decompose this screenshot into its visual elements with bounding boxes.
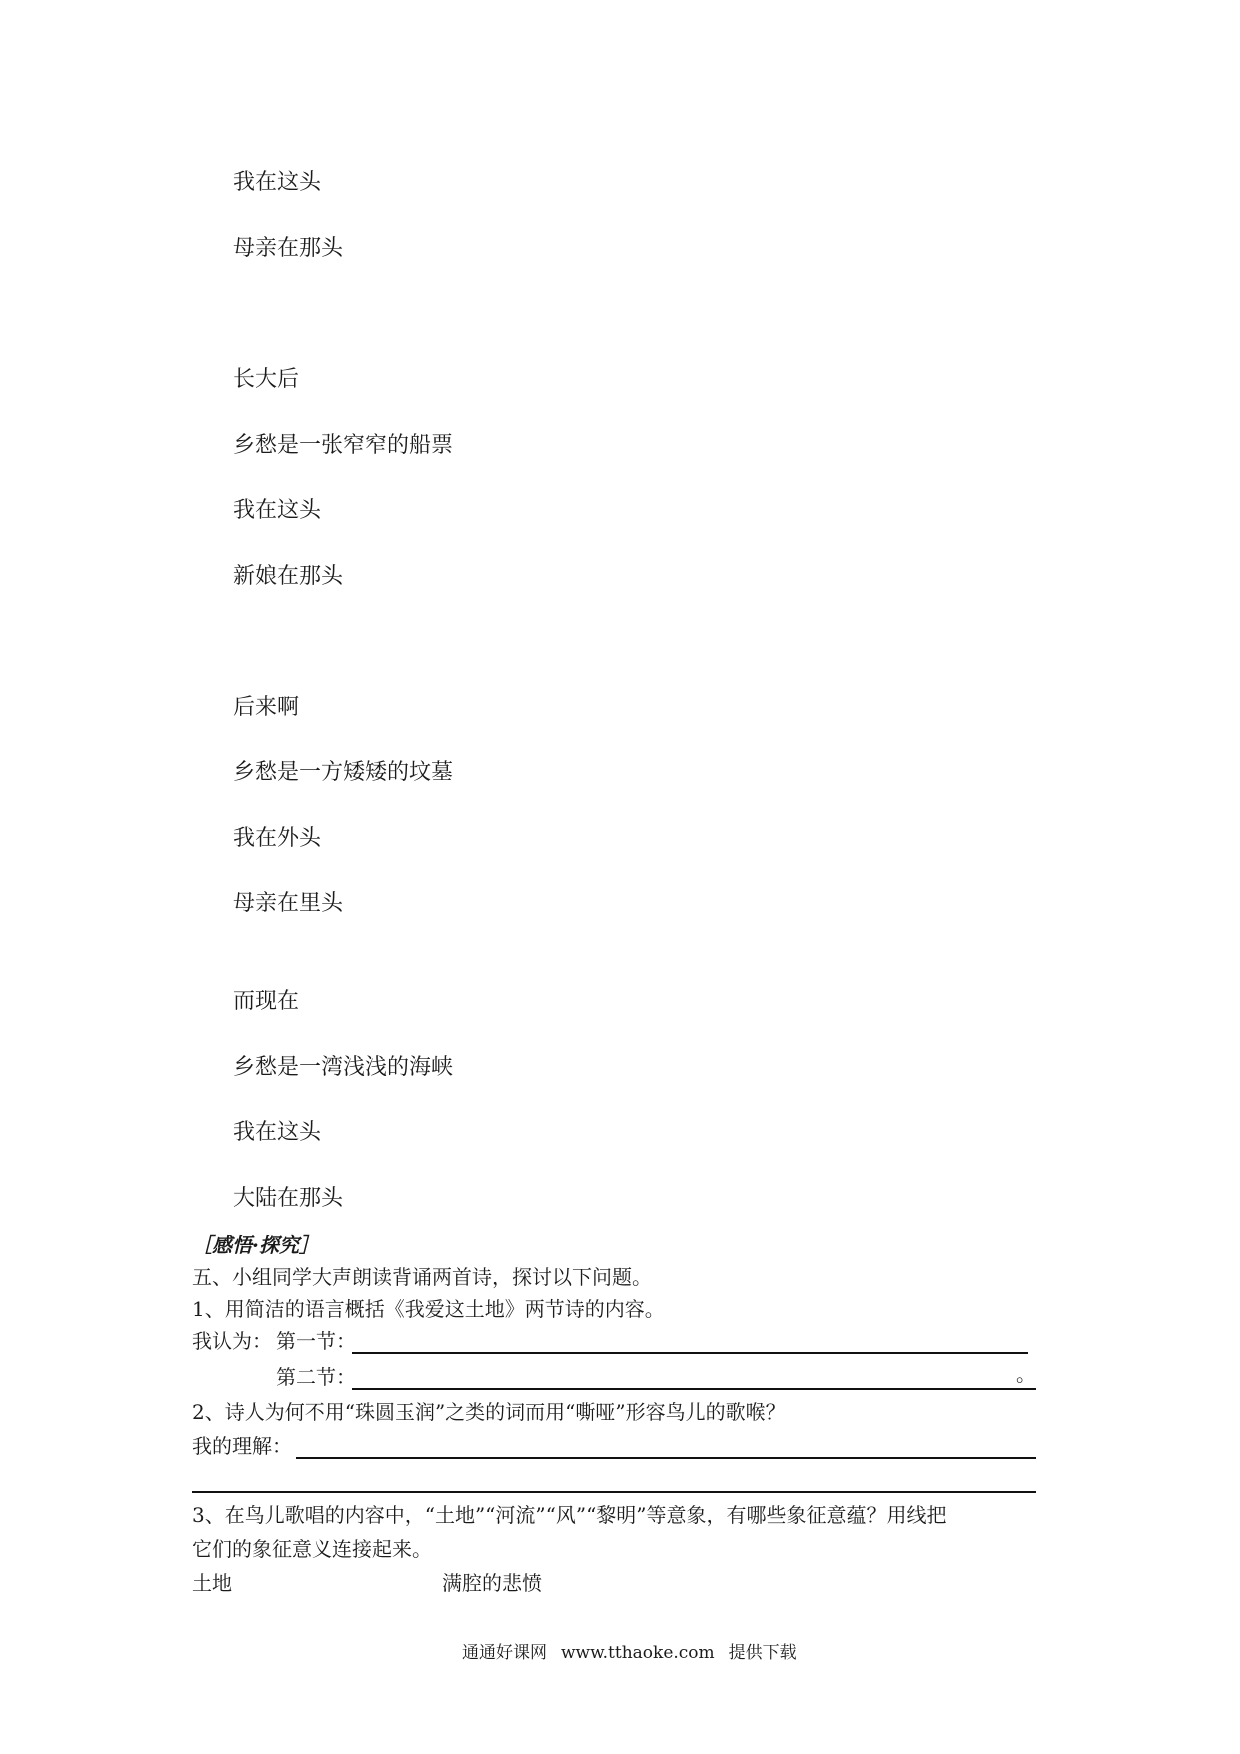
poem-line: 我在这头 — [233, 170, 322, 195]
poem-line: 乡愁是一张窄窄的船票 — [233, 433, 454, 458]
understanding-label: 我的理解： — [192, 1434, 292, 1458]
understanding-answer-blank[interactable] — [296, 1457, 1036, 1459]
match-left-item: 土地 — [192, 1571, 232, 1595]
poem-line: 乡愁是一湾浅浅的海峡 — [233, 1055, 454, 1080]
stanza-1-label: 第一节： — [276, 1329, 356, 1353]
understanding-answer-blank-2[interactable] — [192, 1491, 1036, 1493]
poem-line: 大陆在那头 — [233, 1186, 344, 1211]
question-3-line-2: 它们的象征意义连接起来。 — [192, 1537, 432, 1561]
page-footer — [462, 1641, 797, 1665]
question-3-line-1: 3、在鸟儿歌唱的内容中，“土地”“河流”“风”“黎明”等意象，有哪些象征意蕴？用线把 — [192, 1503, 947, 1527]
poem-line: 母亲在里头 — [233, 891, 344, 916]
footer-site-name: 通通好课网 — [462, 1643, 547, 1663]
poem-line: 我在外头 — [233, 826, 322, 851]
poem-line: 长大后 — [233, 367, 300, 392]
match-right-item: 满腔的悲愤 — [442, 1571, 542, 1595]
poem-line: 后来啊 — [233, 695, 300, 720]
poem-line: 我在这头 — [233, 1120, 322, 1145]
footer-suffix: 提供下载 — [728, 1643, 797, 1663]
stanza-2-label: 第二节： — [276, 1365, 356, 1389]
poem-line: 母亲在那头 — [233, 236, 344, 261]
stanza-1-answer-blank[interactable] — [352, 1352, 1028, 1354]
poem-line: 我在这头 — [233, 498, 322, 523]
answer-prefix: 我认为： — [192, 1329, 272, 1353]
poem-line: 乡愁是一方矮矮的坟墓 — [233, 760, 454, 785]
question-2: 2、诗人为何不用“珠圆玉润”之类的词而用“嘶哑”形容鸟儿的歌喉？ — [192, 1400, 786, 1424]
end-mark: 。 — [1016, 1362, 1036, 1386]
stanza-2-answer-blank[interactable] — [352, 1388, 1036, 1390]
task-instruction: 五、小组同学大声朗读背诵两首诗，探讨以下问题。 — [192, 1265, 652, 1289]
section-heading: ［感悟·探究］ — [192, 1233, 319, 1257]
poem-line: 而现在 — [233, 989, 300, 1014]
question-1: 1、用简洁的语言概括《我爱这土地》两节诗的内容。 — [192, 1297, 665, 1321]
footer-url: www.tthaoke.com — [561, 1643, 715, 1663]
poem-line: 新娘在那头 — [233, 564, 344, 589]
